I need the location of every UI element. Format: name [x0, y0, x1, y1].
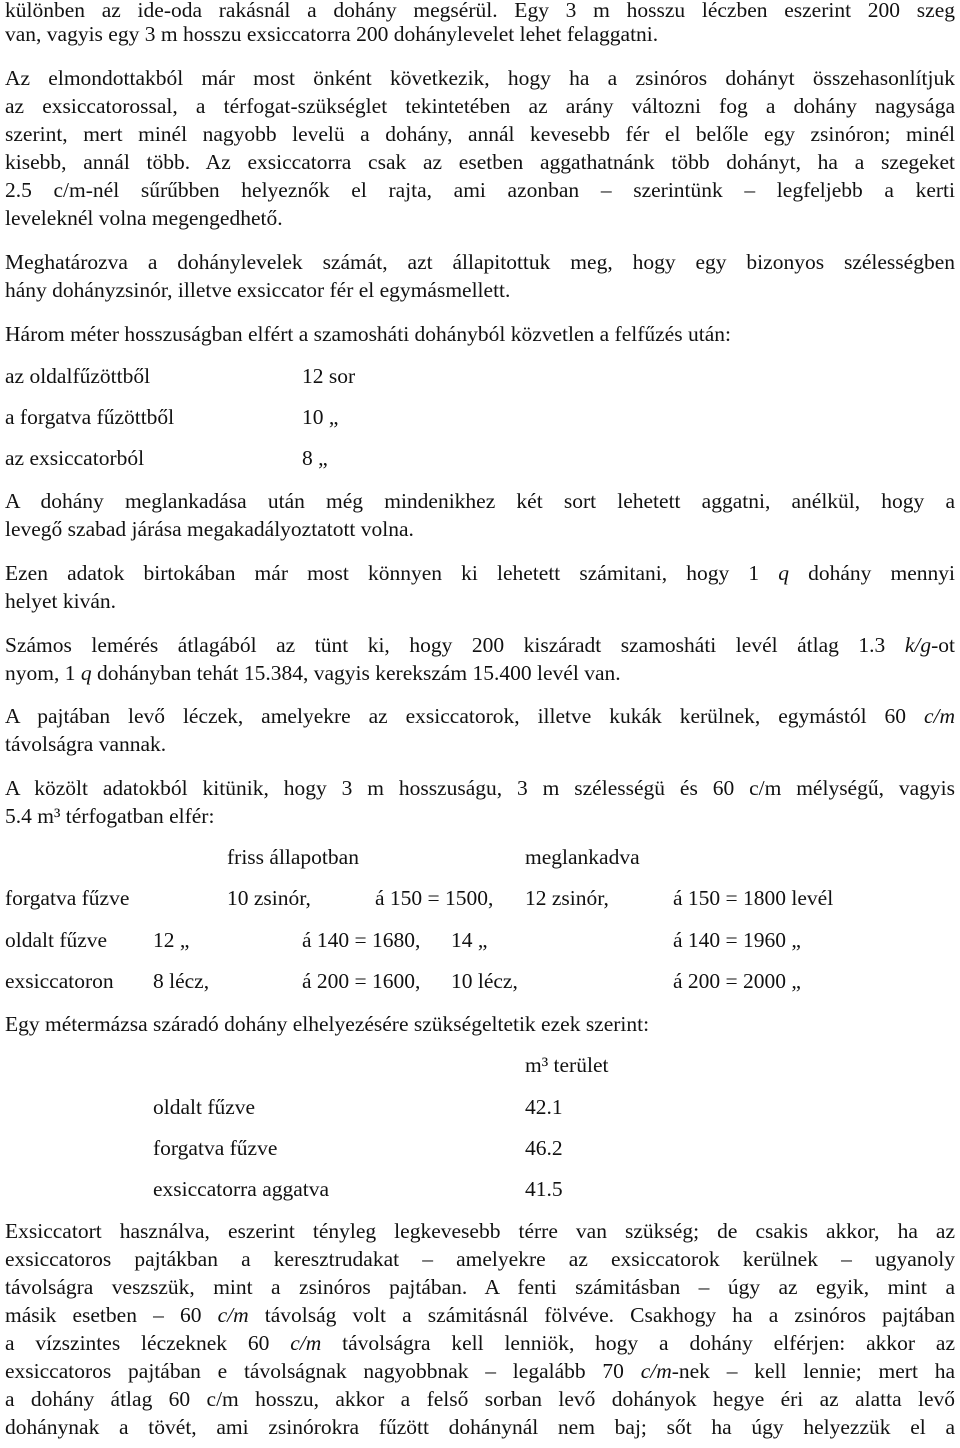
text-line: 5.4 m³ térfogatban elfér: — [5, 804, 215, 828]
table-cell: 12 zsinór, — [525, 886, 609, 910]
text-line: távolságra vannak. — [5, 732, 167, 756]
table-header: meglankadva — [525, 845, 640, 869]
table-cell: oldalt fűzve — [5, 928, 108, 952]
unit-italic: c/m — [640, 1359, 672, 1383]
text-line — [5, 561, 955, 585]
table-cell: 10 zsinór, — [227, 886, 311, 910]
text-line: A dohány meglankadása után még mindenikhez két sort lehetett aggatni, anélkül, hogy a — [5, 489, 955, 513]
table-cell: exsiccatorra aggatva — [153, 1177, 330, 1201]
text-line: dohánynak a tövét, ami zsinórokra fűzött dohánynál nem baj; sőt ha úgy helyezzük el a — [5, 1415, 955, 1439]
table-cell: 41.5 — [525, 1177, 563, 1201]
text-span: dohányban tehát 15.384, vagyis kerekszám 15.400 levél van. — [91, 661, 621, 685]
table-cell: 46.2 — [525, 1136, 563, 1160]
list-item-label: az exsiccatorból — [5, 446, 145, 470]
list-item-value: 12 sor — [302, 364, 356, 388]
text-line: kisebb, annál több. Az exsiccatorra csak az esetben aggathatnánk több dohányt, ha a szegeket — [5, 150, 955, 174]
text-span: A pajtában levő léczek, amelyekre az exsiccatorok, illetve kukák kerülnek, egymástól 60 — [5, 704, 924, 728]
unit-italic: k/g — [904, 633, 932, 657]
table-cell: 42.1 — [525, 1095, 563, 1119]
text-span: dohány mennyi — [788, 561, 955, 585]
table-cell: forgatva fűzve — [5, 886, 130, 910]
text-span: Ezen adatok birtokában már most könnyen ki lehetett számitani, hogy 1 — [5, 561, 779, 585]
table-cell: á 200 = 2000 „ — [673, 969, 801, 993]
table-cell: 8 lécz, — [153, 969, 210, 993]
text-line — [5, 633, 955, 657]
text-line — [5, 1331, 955, 1355]
text-line — [5, 1359, 955, 1383]
table-cell: á 140 = 1680, — [302, 928, 421, 952]
list-item-label: az oldalfűzöttből — [5, 364, 151, 388]
text-span: másik esetben – 60 — [5, 1303, 218, 1327]
unit-italic: q — [80, 661, 92, 685]
table-cell: á 140 = 1960 „ — [673, 928, 801, 952]
text-line: levegő szabad járása megakadályoztatott volna. — [5, 517, 414, 541]
table-cell: 14 „ — [451, 928, 488, 952]
table-cell: 10 lécz, — [451, 969, 518, 993]
list-item-value: 10 „ — [302, 405, 339, 429]
text-span: távolság volt a számitásnál fölvéve. Csakhogy ha a zsinóros pajtában — [248, 1303, 956, 1327]
table-header: friss állapotban — [227, 845, 359, 869]
table-cell: á 200 = 1600, — [302, 969, 421, 993]
text-span: Számos lemérés átlagából az tünt ki, hogy 200 kiszáradt szamosháti levél átlag 1.3 — [5, 633, 905, 657]
table-header: m³ terület — [525, 1053, 609, 1077]
table-cell: á 150 = 1800 levél — [673, 886, 834, 910]
text-span: -ot — [931, 633, 955, 657]
text-line: különben az ide-oda rakásnál a dohány megsérül. Egy 3 m hosszu léczben eszerint 200 szeg — [5, 0, 955, 22]
text-line: a dohány átlag 60 c/m hosszu, akkor a felső sorban levő dohányok hegye éri az alatta levő — [5, 1387, 955, 1411]
text-line: Az elmondottakból már most önként következik, hogy ha a zsinóros dohányt összehasonlítjuk — [5, 66, 955, 90]
text-line: 2.5 c/m-nél sűrűbben helyeznők el rajta, ami azonban – szerintünk – legfeljebb a kerti — [5, 178, 955, 202]
table-cell: forgatva fűzve — [153, 1136, 278, 1160]
text-line: Exsiccatort használva, eszerint tényleg legkevesebb térre van szükség; de csakis akkor, ha az — [5, 1219, 955, 1243]
unit-italic: q — [778, 561, 789, 585]
table-cell: oldalt fűzve — [153, 1095, 256, 1119]
text-line — [5, 1303, 955, 1327]
text-line: A közölt adatokból kitünik, hogy 3 m hosszuságu, 3 m szélességü és 60 c/m mélységű, vagyis — [5, 776, 955, 800]
list-item-value: 8 „ — [302, 446, 328, 470]
text-line: Egy métermázsa száradó dohány elhelyezésére szükségeltetik ezek szerint: — [5, 1012, 650, 1036]
text-line — [5, 704, 955, 728]
text-line: van, vagyis egy 3 m hosszu exsiccatorra 200 dohánylevelet lehet felaggatni. — [5, 22, 659, 46]
text-line: szerint, mert minél nagyobb levelü a dohány, annál kevesebb fér el belőle egy zsinóron; minél — [5, 122, 955, 146]
text-span: a vízszintes léczeknek 60 — [5, 1331, 291, 1355]
unit-italic: c/m — [217, 1303, 249, 1327]
text-line: helyet kiván. — [5, 589, 117, 613]
text-span: -nek – kell lennie; mert ha — [671, 1359, 955, 1383]
text-line: az exsiccatorossal, a térfogat-szükséglet tekintetében az arány változni fog a dohány nagysága — [5, 94, 955, 118]
text-line: leveleknél volna megengedhető. — [5, 206, 283, 230]
table-cell: á 150 = 1500, — [375, 886, 494, 910]
unit-italic: c/m — [923, 704, 955, 728]
text-line: Három méter hosszuságban elfért a szamosháti dohányból közvetlen a felfűzés után: — [5, 322, 731, 346]
text-span: exsiccatoros pajtában e távolságnak nagyobbnak – legalább 70 — [5, 1359, 641, 1383]
list-item-label: a forgatva fűzöttből — [5, 405, 175, 429]
unit-italic: c/m — [290, 1331, 322, 1355]
table-cell: 12 „ — [153, 928, 190, 952]
table-cell: exsiccatoron — [5, 969, 114, 993]
text-line: Meghatározva a dohánylevelek számát, azt állapitottuk meg, hogy egy bizonyos szélességben — [5, 250, 955, 274]
text-line — [5, 661, 621, 685]
text-span: távolságra kell lenniök, hogy a dohány elférjen: akkor az — [321, 1331, 955, 1355]
text-span: nyom, 1 — [5, 661, 81, 685]
text-line: exsiccatoros pajtákban a keresztrudakat – amelyekre az exsiccatorok kerülnek – ugyanoly — [5, 1247, 955, 1271]
text-line: hány dohányzsinór, illetve exsiccator fér el egymásmellett. — [5, 278, 511, 302]
text-line: távolságra veszszük, mint a zsinóros pajtában. A fenti számitásban – úgy az egyik, mint a — [5, 1275, 955, 1299]
